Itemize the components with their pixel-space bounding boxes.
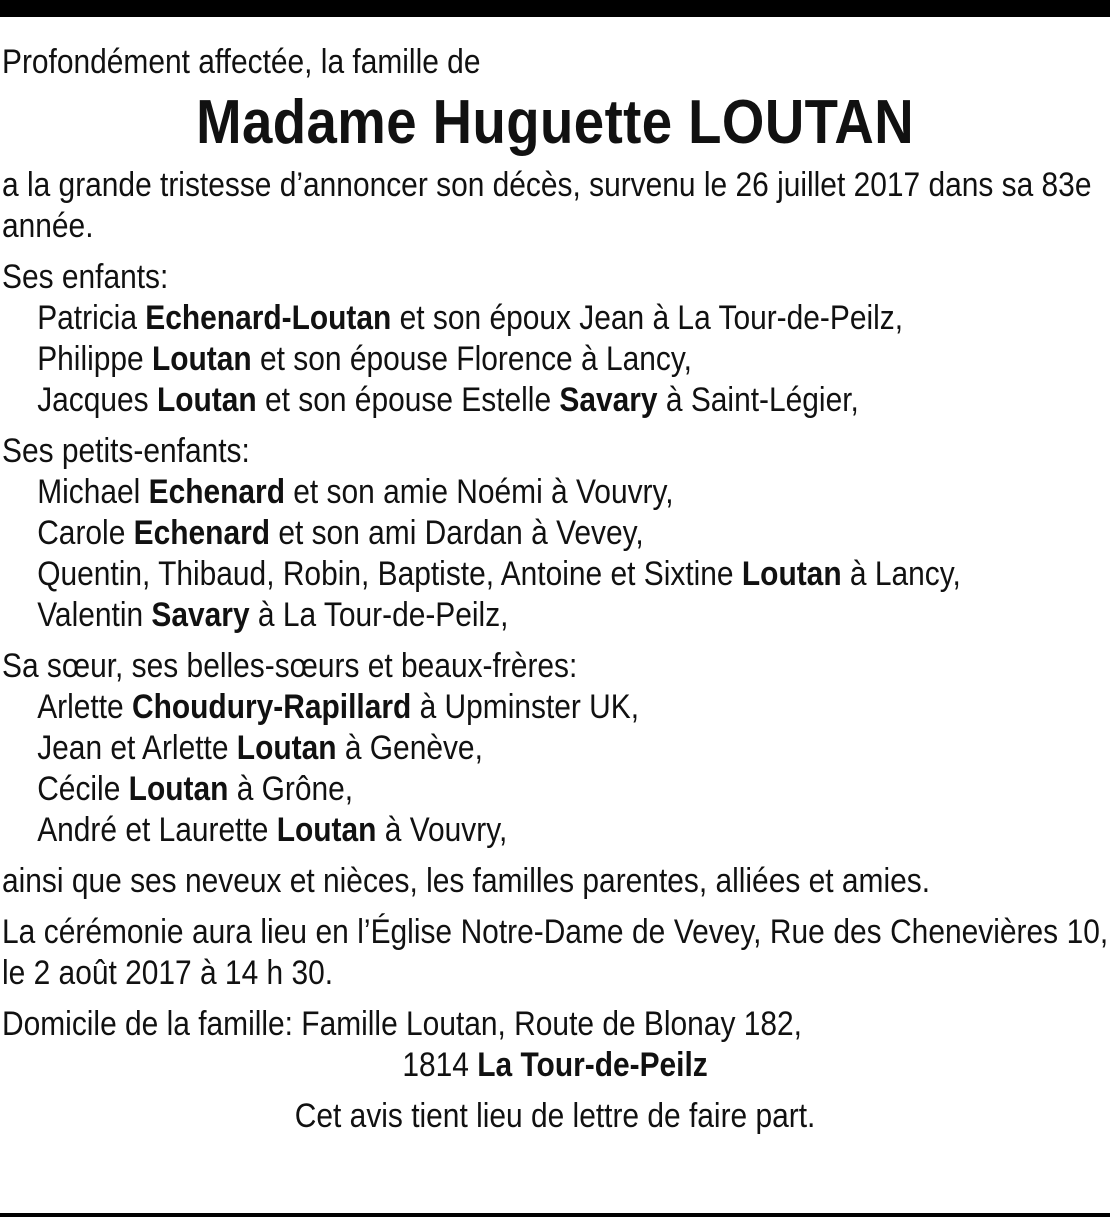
grandchildren-section: [2, 431, 1108, 636]
children-heading: Ses enfants:: [2, 258, 169, 296]
domicile-line: Domicile de la famille: Famille Loutan, Route de Blonay 182,: [2, 1005, 802, 1043]
obituary-notice: [2, 42, 1108, 1137]
list-item: Jean et Arlette Loutan à Genève,: [37, 729, 483, 767]
others-line: ainsi que ses neveux et nièces, les familles parentes, alliées et amies.: [2, 862, 931, 900]
top-rule: [0, 0, 1110, 17]
announcement-text: a la grande tristesse d’annoncer son décès, survenu le 26 juillet 2017 dans sa 83e année.: [2, 166, 1092, 245]
siblings-section: [2, 646, 1108, 851]
list-item: Carole Echenard et son ami Dardan à Vevey,: [37, 514, 644, 552]
list-item: Quentin, Thibaud, Robin, Baptiste, Antoine et Sixtine Loutan à Lancy,: [37, 555, 961, 593]
list-item: Valentin Savary à La Tour-de-Peilz,: [37, 596, 509, 634]
list-item: Cécile Loutan à Grône,: [37, 770, 354, 808]
bottom-rule: [0, 1213, 1110, 1217]
ceremony-text: La cérémonie aura lieu en l’Église Notre-Dame de Vevey, Rue des Chenevières 10, le 2 août 2017 à 14 h 30.: [2, 913, 1109, 992]
list-item: André et Laurette Loutan à Vouvry,: [37, 811, 508, 849]
siblings-heading: Sa sœur, ses belles-sœurs et beaux-frères:: [2, 647, 578, 685]
list-item: Arlette Choudury-Rapillard à Upminster UK,: [37, 688, 640, 726]
closing-line: Cet avis tient lieu de lettre de faire part.: [294, 1097, 816, 1135]
intro-line: Profondément affectée, la famille de: [2, 43, 481, 81]
list-item: Patricia Echenard-Loutan et son époux Jean à La Tour-de-Peilz,: [37, 299, 904, 337]
children-section: [2, 257, 1108, 421]
list-item: Michael Echenard et son amie Noémi à Vouvry,: [37, 473, 674, 511]
domicile-city-line: 1814 La Tour-de-Peilz: [402, 1046, 708, 1084]
grandchildren-heading: Ses petits-enfants:: [2, 432, 250, 470]
list-item: Jacques Loutan et son épouse Estelle Savary à Saint-Légier,: [37, 381, 859, 419]
deceased-name: Madame Huguette LOUTAN: [196, 88, 915, 157]
list-item: Philippe Loutan et son épouse Florence à Lancy,: [37, 340, 692, 378]
